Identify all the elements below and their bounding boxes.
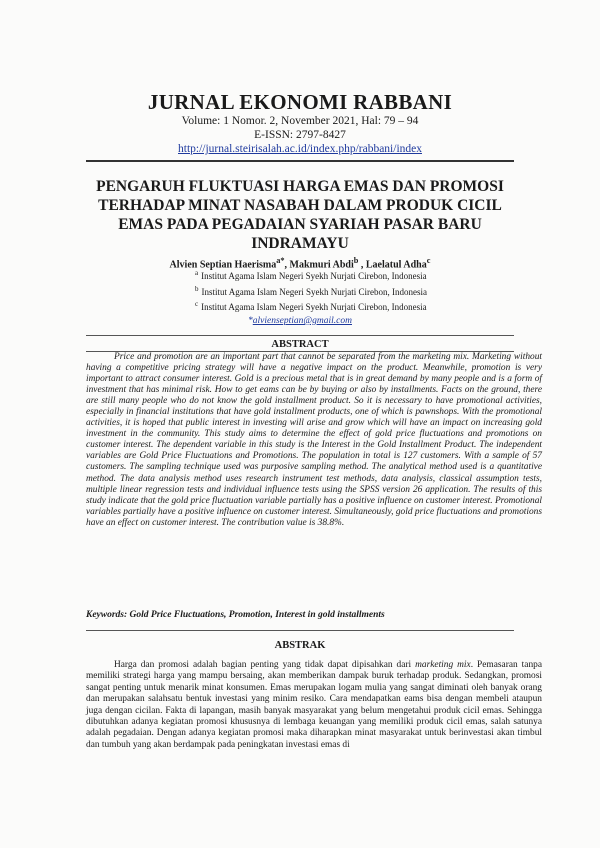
author-sup: c	[426, 256, 431, 265]
abstrak-heading: ABSTRAK	[274, 640, 326, 651]
journal-header	[0, 0, 600, 156]
affiliation-list	[195, 267, 427, 314]
author-name: Makmuri Abdi	[289, 259, 354, 271]
abstract-heading: ABSTRACT	[271, 339, 329, 350]
abstrak-top-rule	[86, 630, 514, 631]
paper-title: PENGARUH FLUKTUASI HARGA EMAS DAN PROMOSI TERHADAP MINAT NASABAH DALAM PRODUK CICIL EMAS PADA PEGADAIAN SYARIAH PASAR BARU INDRAMAYU	[96, 178, 504, 252]
email-mark: *	[248, 316, 253, 326]
author-list: Alvien Septian Haerisma$^{a*}$, Makmuri Abdi$^b$ , Laelatul Adha$^c$	[169, 256, 431, 271]
author-sup: b	[353, 256, 359, 265]
keywords: Keywords: Gold Price Fluctuations, Promotion, Interest in gold installments	[86, 610, 385, 620]
journal-name: JURNAL EKONOMI RABBANI	[147, 90, 453, 114]
author-name: Laelatul Adha	[365, 259, 427, 271]
affiliation: $^c$ Institut Agama Islam Negeri Syekh Nurjati Cirebon, Indonesia	[195, 300, 427, 312]
affiliation: $^b$ Institut Agama Islam Negeri Syekh Nurjati Cirebon, Indonesia	[195, 284, 427, 297]
abstrak-text: Harga dan promosi adalah bagian penting yang tidak dapat dipisahkan dari marketing mix. Pemasaran tanpa memiliki strategi harga yang mampu bersaing, akan memberikan dampak buruk terhadap produk. Sedangkan, promosi sangat penting untuk menarik minat konsumen. Emas merupakan logam mulia yang sangat diminati oleh banyak orang dan merupakan salahsatu bentuk investasi yang minim resiko. Cara mendapatkan eams bisa dengan membeli ataupun juga dengan cicilan. Fakta di lapangan, masih banyak masyarakat yang belum mengetahui produk cicil emas. Sehingga dibutuhkan adanya kegiatan promosi khususnya di lembaga keuangan yang memiliki produk cicil emas, salah satunya adalah pegadaian. Dengan adanya kegiatan promosi maka diharapkan minat masyarakat untuk berinvestasi akan timbul dan tumbuh yang akan berdampak pada peningkatan investasi emas di	[86, 660, 542, 750]
journal-url-link[interactable]: http://jurnal.steirisalah.ac.id/index.php/rabbani/index	[178, 143, 422, 155]
author-name: Alvien Septian Haerisma	[169, 259, 277, 271]
italic-term: marketing mix	[415, 660, 471, 670]
affiliation: $^a$ Institut Agama Islam Negeri Syekh Nurjati Cirebon, Indonesia	[195, 269, 427, 281]
issn-line: E-ISSN: 2797-8427	[254, 129, 346, 141]
author-sup: a*	[276, 256, 285, 265]
header-divider	[86, 160, 514, 162]
abstract-text: Price and promotion are an important part that cannot be separated from the marketing mix. Marketing without having a competitive pricing strategy will have a negative impact on the product. Meanwhile, promotion is very important to attract consumer interest. Gold is a precious metal that is in great demand by many people and is a form of investment that has minimal risk. How to get eams can be by buying or also by installments. Facts on the ground, there are still many people who do not know the gold installment product. So it is necessary to have promotional activities, especially in financial institutions that have gold installment products, one of which is pawnshops. With the promotional activities, it is hoped that public interest in investing will arise and grow which will have an impact on increasing gold investment in the community. This study aims to determine the effect of gold price fluctuations and promotions on customer interest. The dependent variable in this study is the Interest in the Gold Installment Product. The independent variables are Gold Price Fluctuations and Promotions. The population in total is 127 customers. With a sample of 57 customers. The sampling technique used was purposive sampling method. The analytical method used is a quantitative method. The data analysis method uses research instrument test methods, data analysis, classical assumption tests, multiple linear regression tests and individual influence tests using the SPSS version 26 application. The results of this study indicate that the gold price fluctuation variable partially has a positive influence on customer interest. Promotional variables partially have a positive influence on customer interest. Simultaneously, gold price fluctuations and promotions have an effect on customer interest. The contribution value is 38.8%.	[86, 352, 542, 528]
abstract-top-rule	[86, 335, 514, 336]
email-link[interactable]: alvienseptian@gmail.com	[252, 316, 352, 326]
volume-line: Volume: 1 Nomor. 2, November 2021, Hal: 79 – 94	[181, 115, 419, 127]
author-email	[0, 316, 600, 326]
